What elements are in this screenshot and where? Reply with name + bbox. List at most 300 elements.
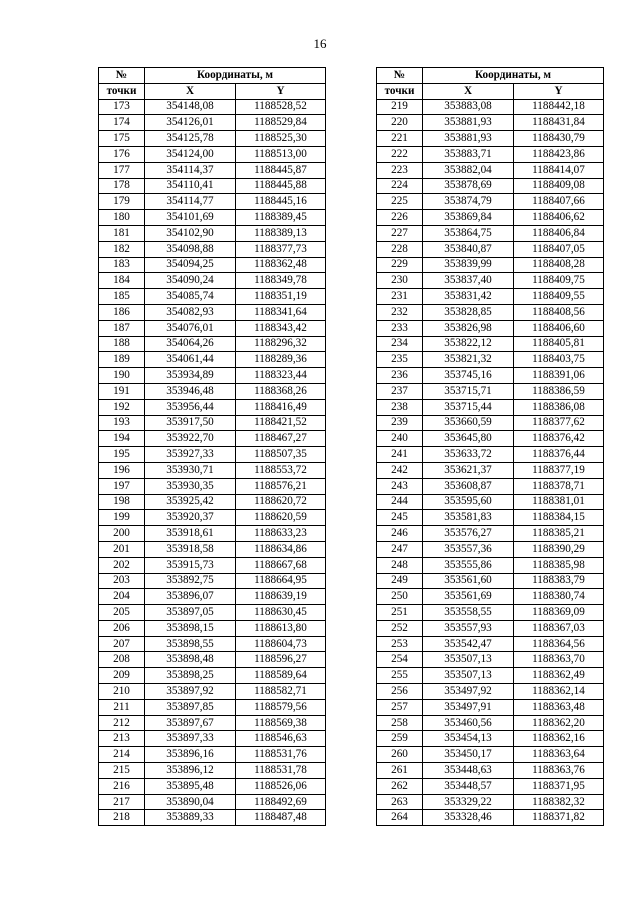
table-row [377, 131, 604, 147]
y-coordinate-cell: 1188630,45 [236, 605, 326, 621]
y-coordinate-cell: 1188368,26 [236, 383, 326, 399]
y-coordinate-cell: 1188382,32 [514, 794, 604, 810]
x-coordinate-cell: 353896,12 [145, 763, 236, 779]
table-row [99, 684, 326, 700]
y-coordinate-cell: 1188409,75 [514, 273, 604, 289]
table-row [99, 715, 326, 731]
point-number-cell: 175 [99, 131, 145, 147]
x-coordinate-cell: 353558,55 [423, 605, 514, 621]
table-row [377, 810, 604, 826]
x-coordinate-cell: 353925,42 [145, 494, 236, 510]
y-coordinate-cell: 1188467,27 [236, 431, 326, 447]
y-coordinate-cell: 1188363,70 [514, 652, 604, 668]
coordinates-table-right [376, 67, 604, 826]
y-coordinate-cell: 1188528,52 [236, 99, 326, 115]
x-coordinate-cell: 353557,93 [423, 620, 514, 636]
point-number-cell: 228 [377, 241, 423, 257]
table-row [99, 668, 326, 684]
y-coordinate-cell: 1188531,78 [236, 763, 326, 779]
y-coordinate-cell: 1188403,75 [514, 352, 604, 368]
table-row [99, 131, 326, 147]
x-column-header: X [145, 83, 236, 99]
table-row [99, 510, 326, 526]
point-number-cell: 253 [377, 636, 423, 652]
x-coordinate-cell: 354090,24 [145, 273, 236, 289]
table-row [377, 241, 604, 257]
point-number-cell: 262 [377, 778, 423, 794]
y-coordinate-cell: 1188613,80 [236, 620, 326, 636]
point-number-cell: 231 [377, 289, 423, 305]
y-coordinate-cell: 1188633,23 [236, 526, 326, 542]
point-number-cell: 217 [99, 794, 145, 810]
x-coordinate-cell: 353918,58 [145, 541, 236, 557]
point-number-cell: 258 [377, 715, 423, 731]
point-number-cell: 215 [99, 763, 145, 779]
x-coordinate-cell: 353839,99 [423, 257, 514, 273]
point-number-cell: 256 [377, 684, 423, 700]
y-coordinate-cell: 1188389,13 [236, 225, 326, 241]
table-row [99, 557, 326, 573]
coordinates-header: Координаты, м [423, 68, 604, 84]
y-coordinate-cell: 1188531,76 [236, 747, 326, 763]
point-number-cell: 185 [99, 289, 145, 305]
x-coordinate-cell: 353898,55 [145, 636, 236, 652]
y-coordinate-cell: 1188445,87 [236, 162, 326, 178]
page-number: 16 [313, 36, 327, 51]
x-coordinate-cell: 353745,16 [423, 368, 514, 384]
y-coordinate-cell: 1188634,86 [236, 541, 326, 557]
y-coordinate-cell: 1188513,00 [236, 146, 326, 162]
y-coordinate-cell: 1188487,48 [236, 810, 326, 826]
x-coordinate-cell: 353831,42 [423, 289, 514, 305]
x-coordinate-cell: 353581,83 [423, 510, 514, 526]
y-coordinate-cell: 1188389,45 [236, 210, 326, 226]
table-row [377, 778, 604, 794]
table-row [377, 794, 604, 810]
x-coordinate-cell: 354064,26 [145, 336, 236, 352]
table-row [377, 699, 604, 715]
table-row [99, 194, 326, 210]
point-number-cell: 248 [377, 557, 423, 573]
point-number-cell: 224 [377, 178, 423, 194]
x-coordinate-cell: 353874,79 [423, 194, 514, 210]
x-coordinate-cell: 353660,59 [423, 415, 514, 431]
y-coordinate-cell: 1188604,73 [236, 636, 326, 652]
y-coordinate-cell: 1188430,79 [514, 131, 604, 147]
point-number-cell: 250 [377, 589, 423, 605]
point-number-subheader: точки [99, 83, 145, 99]
point-number-cell: 259 [377, 731, 423, 747]
point-number-cell: 251 [377, 605, 423, 621]
y-coordinate-cell: 1188376,42 [514, 431, 604, 447]
x-coordinate-cell: 353460,56 [423, 715, 514, 731]
table-row [99, 589, 326, 605]
table-row [99, 731, 326, 747]
y-coordinate-cell: 1188620,59 [236, 510, 326, 526]
y-coordinate-cell: 1188341,64 [236, 304, 326, 320]
x-coordinate-cell: 353878,69 [423, 178, 514, 194]
y-coordinate-cell: 1188378,71 [514, 478, 604, 494]
x-coordinate-cell: 354082,93 [145, 304, 236, 320]
table-row [377, 99, 604, 115]
table-row [99, 699, 326, 715]
point-number-cell: 194 [99, 431, 145, 447]
point-number-cell: 237 [377, 383, 423, 399]
table-row [377, 115, 604, 131]
point-number-cell: 261 [377, 763, 423, 779]
point-number-cell: 226 [377, 210, 423, 226]
y-coordinate-cell: 1188596,27 [236, 652, 326, 668]
x-coordinate-cell: 353930,71 [145, 462, 236, 478]
table-row [99, 368, 326, 384]
x-coordinate-cell: 354085,74 [145, 289, 236, 305]
y-coordinate-cell: 1188526,06 [236, 778, 326, 794]
x-coordinate-cell: 353918,61 [145, 526, 236, 542]
y-coordinate-cell: 1188406,60 [514, 320, 604, 336]
x-coordinate-cell: 353897,67 [145, 715, 236, 731]
point-number-cell: 222 [377, 146, 423, 162]
table-row [377, 162, 604, 178]
table-row [377, 652, 604, 668]
table-row [377, 289, 604, 305]
point-number-cell: 174 [99, 115, 145, 131]
point-number-cell: 209 [99, 668, 145, 684]
point-number-cell: 200 [99, 526, 145, 542]
table-row [99, 304, 326, 320]
point-number-cell: 263 [377, 794, 423, 810]
x-coordinate-cell: 353897,85 [145, 699, 236, 715]
x-coordinate-cell: 354101,69 [145, 210, 236, 226]
table-row [99, 636, 326, 652]
x-coordinate-cell: 354098,88 [145, 241, 236, 257]
point-number-cell: 249 [377, 573, 423, 589]
x-coordinate-cell: 353934,89 [145, 368, 236, 384]
point-number-cell: 188 [99, 336, 145, 352]
y-coordinate-cell: 1188667,68 [236, 557, 326, 573]
table-row [377, 447, 604, 463]
x-coordinate-cell: 353715,71 [423, 383, 514, 399]
x-coordinate-cell: 354076,01 [145, 320, 236, 336]
table-row [377, 210, 604, 226]
point-number-cell: 227 [377, 225, 423, 241]
header-row [99, 83, 326, 99]
y-coordinate-cell: 1188363,48 [514, 699, 604, 715]
x-coordinate-cell: 353898,15 [145, 620, 236, 636]
table-row [377, 747, 604, 763]
y-coordinate-cell: 1188362,20 [514, 715, 604, 731]
x-coordinate-cell: 353561,60 [423, 573, 514, 589]
y-coordinate-cell: 1188445,88 [236, 178, 326, 194]
y-coordinate-cell: 1188445,16 [236, 194, 326, 210]
point-number-cell: 219 [377, 99, 423, 115]
point-number-cell: 236 [377, 368, 423, 384]
point-number-cell: 229 [377, 257, 423, 273]
table-row [377, 589, 604, 605]
point-number-cell: 218 [99, 810, 145, 826]
x-coordinate-cell: 353840,87 [423, 241, 514, 257]
point-number-cell: 208 [99, 652, 145, 668]
point-number-cell: 214 [99, 747, 145, 763]
table-row [377, 415, 604, 431]
point-number-cell: 178 [99, 178, 145, 194]
table-row [99, 241, 326, 257]
table-row [377, 541, 604, 557]
x-coordinate-cell: 354125,78 [145, 131, 236, 147]
x-coordinate-cell: 353454,13 [423, 731, 514, 747]
point-number-cell: 213 [99, 731, 145, 747]
x-coordinate-cell: 354124,00 [145, 146, 236, 162]
x-coordinate-cell: 354102,90 [145, 225, 236, 241]
point-number-cell: 195 [99, 447, 145, 463]
table-row [377, 526, 604, 542]
point-number-cell: 260 [377, 747, 423, 763]
table-row [377, 668, 604, 684]
table-row [99, 763, 326, 779]
x-coordinate-cell: 353922,70 [145, 431, 236, 447]
table-row [377, 494, 604, 510]
y-coordinate-cell: 1188343,42 [236, 320, 326, 336]
point-number-cell: 202 [99, 557, 145, 573]
y-coordinate-cell: 1188289,36 [236, 352, 326, 368]
x-coordinate-cell: 353621,37 [423, 462, 514, 478]
table-row [99, 747, 326, 763]
x-coordinate-cell: 353882,04 [423, 162, 514, 178]
x-coordinate-cell: 354110,41 [145, 178, 236, 194]
table-row [99, 431, 326, 447]
table-row [99, 162, 326, 178]
x-coordinate-cell: 353897,05 [145, 605, 236, 621]
table-row [99, 794, 326, 810]
y-column-header: Y [514, 83, 604, 99]
point-number-cell: 244 [377, 494, 423, 510]
point-number-cell: 191 [99, 383, 145, 399]
point-number-cell: 176 [99, 146, 145, 162]
x-coordinate-cell: 353715,44 [423, 399, 514, 415]
x-coordinate-cell: 353892,75 [145, 573, 236, 589]
x-column-header: X [423, 83, 514, 99]
table-row [377, 684, 604, 700]
y-coordinate-cell: 1188407,05 [514, 241, 604, 257]
point-number-cell: 203 [99, 573, 145, 589]
point-number-cell: 235 [377, 352, 423, 368]
y-coordinate-cell: 1188620,72 [236, 494, 326, 510]
y-coordinate-cell: 1188553,72 [236, 462, 326, 478]
point-number-cell: 216 [99, 778, 145, 794]
x-coordinate-cell: 353497,91 [423, 699, 514, 715]
x-coordinate-cell: 353895,48 [145, 778, 236, 794]
point-number-cell: 238 [377, 399, 423, 415]
y-coordinate-cell: 1188367,03 [514, 620, 604, 636]
table-row [377, 368, 604, 384]
y-coordinate-cell: 1188390,29 [514, 541, 604, 557]
point-number-cell: 204 [99, 589, 145, 605]
point-number-cell: 196 [99, 462, 145, 478]
y-coordinate-cell: 1188525,30 [236, 131, 326, 147]
y-coordinate-cell: 1188406,84 [514, 225, 604, 241]
point-number-cell: 197 [99, 478, 145, 494]
table-row [99, 99, 326, 115]
table-row [377, 352, 604, 368]
table-row [99, 478, 326, 494]
y-coordinate-cell: 1188409,55 [514, 289, 604, 305]
x-coordinate-cell: 353608,87 [423, 478, 514, 494]
x-coordinate-cell: 353497,92 [423, 684, 514, 700]
table-row [377, 225, 604, 241]
x-coordinate-cell: 353927,33 [145, 447, 236, 463]
x-coordinate-cell: 354148,08 [145, 99, 236, 115]
table-row [377, 178, 604, 194]
point-number-cell: 239 [377, 415, 423, 431]
y-column-header: Y [236, 83, 326, 99]
table-row [377, 399, 604, 415]
point-number-cell: 207 [99, 636, 145, 652]
coordinates-table-left [98, 67, 326, 826]
y-coordinate-cell: 1188579,56 [236, 699, 326, 715]
y-coordinate-cell: 1188391,06 [514, 368, 604, 384]
x-coordinate-cell: 353822,12 [423, 336, 514, 352]
x-coordinate-cell: 354114,37 [145, 162, 236, 178]
y-coordinate-cell: 1188384,15 [514, 510, 604, 526]
x-coordinate-cell: 353889,33 [145, 810, 236, 826]
y-coordinate-cell: 1188442,18 [514, 99, 604, 115]
table-row [377, 431, 604, 447]
x-coordinate-cell: 353507,13 [423, 668, 514, 684]
table-row [377, 636, 604, 652]
y-coordinate-cell: 1188377,73 [236, 241, 326, 257]
table-row [99, 778, 326, 794]
point-number-cell: 221 [377, 131, 423, 147]
y-coordinate-cell: 1188385,98 [514, 557, 604, 573]
y-coordinate-cell: 1188364,56 [514, 636, 604, 652]
table-row [377, 763, 604, 779]
x-coordinate-cell: 354094,25 [145, 257, 236, 273]
point-number-cell: 247 [377, 541, 423, 557]
point-number-cell: 242 [377, 462, 423, 478]
point-number-subheader: точки [377, 83, 423, 99]
y-coordinate-cell: 1188507,35 [236, 447, 326, 463]
table-row [377, 605, 604, 621]
coordinates-rows [99, 99, 326, 826]
point-number-cell: 233 [377, 320, 423, 336]
point-number-header: № [377, 68, 423, 84]
table-row [99, 115, 326, 131]
table-row [99, 605, 326, 621]
point-number-cell: 211 [99, 699, 145, 715]
x-coordinate-cell: 353883,71 [423, 146, 514, 162]
y-coordinate-cell: 1188362,16 [514, 731, 604, 747]
y-coordinate-cell: 1188582,71 [236, 684, 326, 700]
y-coordinate-cell: 1188296,32 [236, 336, 326, 352]
table-row [377, 383, 604, 399]
table-row [377, 257, 604, 273]
x-coordinate-cell: 353557,36 [423, 541, 514, 557]
table-row [377, 336, 604, 352]
y-coordinate-cell: 1188408,56 [514, 304, 604, 320]
point-number-cell: 201 [99, 541, 145, 557]
point-number-cell: 205 [99, 605, 145, 621]
y-coordinate-cell: 1188363,64 [514, 747, 604, 763]
point-number-cell: 223 [377, 162, 423, 178]
point-number-header: № [99, 68, 145, 84]
point-number-cell: 187 [99, 320, 145, 336]
y-coordinate-cell: 1188383,79 [514, 573, 604, 589]
x-coordinate-cell: 353837,40 [423, 273, 514, 289]
y-coordinate-cell: 1188376,44 [514, 447, 604, 463]
point-number-cell: 232 [377, 304, 423, 320]
table-row [377, 573, 604, 589]
point-number-cell: 192 [99, 399, 145, 415]
x-coordinate-cell: 353645,80 [423, 431, 514, 447]
y-coordinate-cell: 1188363,76 [514, 763, 604, 779]
x-coordinate-cell: 353329,22 [423, 794, 514, 810]
x-coordinate-cell: 353595,60 [423, 494, 514, 510]
point-number-cell: 186 [99, 304, 145, 320]
y-coordinate-cell: 1188529,84 [236, 115, 326, 131]
table-row [377, 304, 604, 320]
y-coordinate-cell: 1188423,86 [514, 146, 604, 162]
table-row [99, 399, 326, 415]
x-coordinate-cell: 353633,72 [423, 447, 514, 463]
table-row [99, 415, 326, 431]
table-row [99, 320, 326, 336]
x-coordinate-cell: 353917,50 [145, 415, 236, 431]
table-row [377, 194, 604, 210]
y-coordinate-cell: 1188431,84 [514, 115, 604, 131]
point-number-cell: 184 [99, 273, 145, 289]
coordinates-header: Координаты, м [145, 68, 326, 84]
table-row [99, 336, 326, 352]
point-number-cell: 234 [377, 336, 423, 352]
point-number-cell: 183 [99, 257, 145, 273]
y-coordinate-cell: 1188407,66 [514, 194, 604, 210]
table-row [99, 352, 326, 368]
y-coordinate-cell: 1188351,19 [236, 289, 326, 305]
point-number-cell: 245 [377, 510, 423, 526]
x-coordinate-cell: 353897,33 [145, 731, 236, 747]
y-coordinate-cell: 1188569,38 [236, 715, 326, 731]
x-coordinate-cell: 353507,13 [423, 652, 514, 668]
point-number-cell: 241 [377, 447, 423, 463]
point-number-cell: 198 [99, 494, 145, 510]
y-coordinate-cell: 1188362,48 [236, 257, 326, 273]
y-coordinate-cell: 1188408,28 [514, 257, 604, 273]
y-coordinate-cell: 1188386,08 [514, 399, 604, 415]
point-number-cell: 189 [99, 352, 145, 368]
x-coordinate-cell: 353328,46 [423, 810, 514, 826]
y-coordinate-cell: 1188414,07 [514, 162, 604, 178]
table-row [99, 225, 326, 241]
y-coordinate-cell: 1188386,59 [514, 383, 604, 399]
x-coordinate-cell: 353896,07 [145, 589, 236, 605]
point-number-cell: 181 [99, 225, 145, 241]
y-coordinate-cell: 1188377,19 [514, 462, 604, 478]
y-coordinate-cell: 1188406,62 [514, 210, 604, 226]
table-row [99, 494, 326, 510]
table-row [377, 715, 604, 731]
table-row [99, 573, 326, 589]
y-coordinate-cell: 1188385,21 [514, 526, 604, 542]
x-coordinate-cell: 353448,63 [423, 763, 514, 779]
x-coordinate-cell: 353881,93 [423, 131, 514, 147]
y-coordinate-cell: 1188421,52 [236, 415, 326, 431]
point-number-cell: 182 [99, 241, 145, 257]
y-coordinate-cell: 1188639,19 [236, 589, 326, 605]
point-number-cell: 254 [377, 652, 423, 668]
x-coordinate-cell: 353864,75 [423, 225, 514, 241]
header-row [99, 68, 326, 84]
y-coordinate-cell: 1188546,63 [236, 731, 326, 747]
x-coordinate-cell: 354126,01 [145, 115, 236, 131]
